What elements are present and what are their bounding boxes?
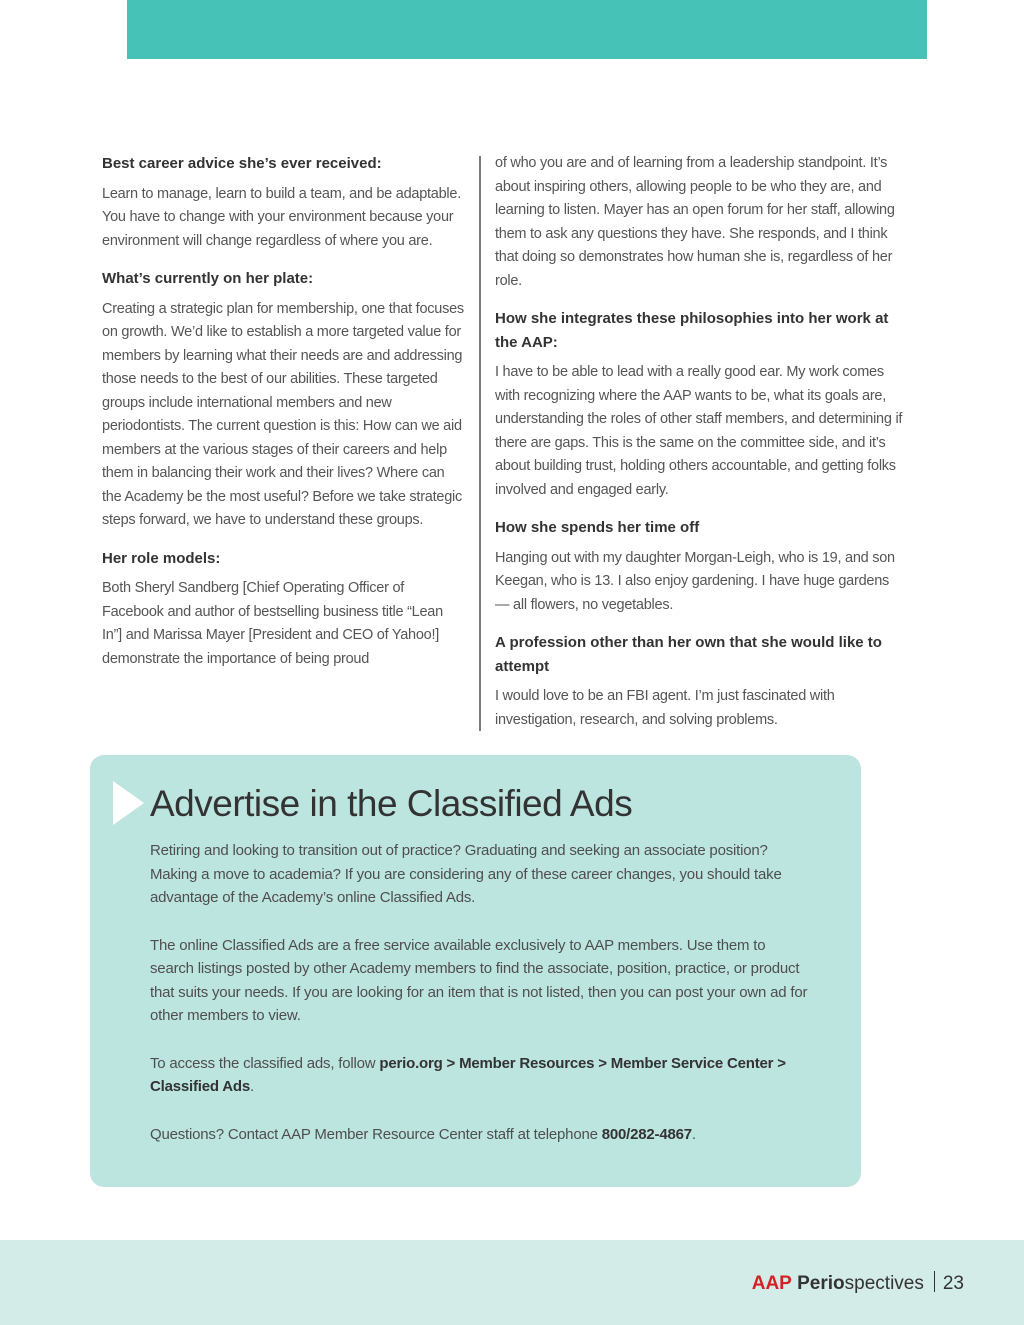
answer-role-models: Both Sheryl Sandberg [Chief Operating Officer of Facebook and author of bestselling business title “Lean In”] and Marissa Mayer [President and CEO of Yahoo!] demonstrate the importance of being proud [102, 580, 443, 667]
brand-aap: AAP [751, 1273, 792, 1294]
column-divider [479, 156, 481, 731]
question-role-models: Her role models: [102, 549, 221, 567]
question-time-off: How she spends her time off [495, 519, 700, 536]
ad-access-suffix: . [250, 1078, 254, 1095]
ad-contact-suffix: . [691, 1125, 696, 1143]
footer-separator [934, 1271, 935, 1292]
play-arrow-icon [113, 781, 144, 825]
answer-career-advice: Learn to manage, learn to build a team, and be adaptable. You have to change with your environment because your environment will change regardless of where you are. [102, 185, 461, 249]
brand-perio: Perio [797, 1273, 845, 1294]
answer-philosophies: I have to be able to lead with a really good ear. My work comes with recognizing where the AAP wants to be, what its goals are, understanding the roles of other staff members, and determining if there are gaps. This is the same on the committee side, and it’s about building trust, holding others accountable, and getting folks involved and engaged early. [495, 364, 903, 498]
question-current-plate: What’s currently on her plate: [102, 270, 314, 287]
ad-body [150, 839, 810, 1170]
answer-current-plate: Creating a strategic plan for membership, one that focuses on growth. We’d like to establish a more targeted value for members by learning what their needs are and addressing those needs to the best of our abilities. These targeted groups include international members and new periodontists. The current question is this: How can we aid members at the various stages of their careers and help them in balancing their work and their lives? Where can the Academy be the most useful? Before we take strategic steps forward, we have to understand these groups. [102, 300, 464, 528]
answer-time-off: Hanging out with my daughter Morgan-Leigh, who is 19, and son Keegan, who is 13. I also enjoy gardening. I have huge gardens — all flowers, no vegetables. [495, 549, 895, 613]
ad-paragraph-4 [150, 1123, 810, 1147]
ad-access-path: perio.org > Member Resources > Member Service Center > Classified Ads [150, 1054, 786, 1095]
brand-spectives: spectives [844, 1273, 924, 1294]
answer-other-profession: I would love to be an FBI agent. I’m just fascinated with investigation, research, and solving problems. [495, 688, 835, 728]
question-career-advice: Best career advice she’s ever received: [102, 155, 382, 172]
page-footer [752, 1270, 964, 1298]
ad-paragraph-2: The online Classified Ads are a free service available exclusively to AAP members. Use them to search listings posted by other Academy members to find the associate, position, practice, or product that suits your needs. If you are looking for an item that is not listed, then you can post your own ad for other members to view. [150, 936, 808, 1024]
question-other-profession: A profession other than her own that she would like to attempt [495, 634, 882, 675]
top-accent-band [127, 0, 927, 59]
ad-paragraph-1: Retiring and looking to transition out of practice? Graduating and seeking an associate position? Making a move to academia? If you are considering any of these career changes, you should take advantage of the Academy’s online Classified Ads. [150, 842, 782, 906]
ad-access-prefix: To access the classified ads, follow [150, 1054, 380, 1072]
page-number: 23 [942, 1273, 964, 1294]
ad-contact-phone: 800/282-4867 [601, 1125, 692, 1143]
answer-role-models-continued: of who you are and of learning from a leadership standpoint. It’s about inspiring others, allowing people to be who they are, and learning to listen. Mayer has an open forum for her staff, allowing them to ask any questions they have. She responds, and I think that doing so demonstrates how human she is, regardless of her role. [495, 155, 895, 289]
ad-contact-prefix: Questions? Contact AAP Member Resource Center staff at telephone [150, 1125, 602, 1143]
ad-title: Advertise in the Classified Ads [150, 783, 633, 824]
ad-paragraph-3 [150, 1052, 810, 1099]
question-philosophies: How she integrates these philosophies into her work at the AAP: [495, 310, 889, 351]
left-column [102, 152, 464, 685]
right-column [495, 152, 905, 746]
